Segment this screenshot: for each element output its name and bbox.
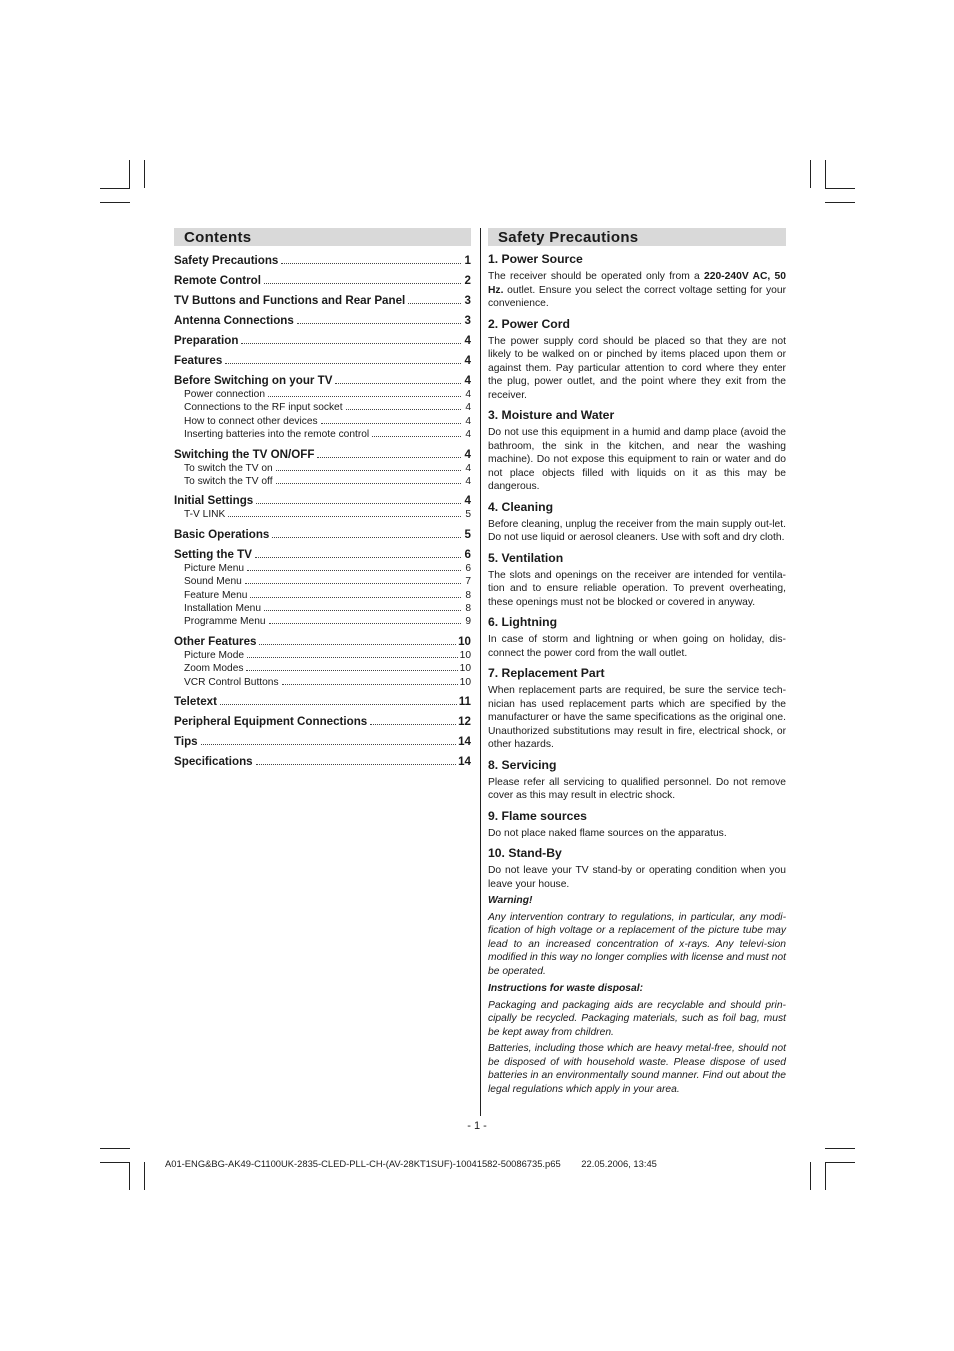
toc-leader-dots	[225, 362, 461, 364]
toc-group	[174, 635, 471, 689]
toc-entry-title: Before Switching on your TV	[174, 374, 333, 387]
toc-entry-page: 8	[465, 603, 471, 615]
toc-entry-title: Peripheral Equipment Connections	[174, 715, 368, 729]
waste-heading: Instructions for waste disposal:	[488, 983, 644, 994]
toc-entry-title: Other Features	[174, 634, 257, 648]
safety-item-heading: 9. Flame sources	[488, 808, 587, 823]
toc-entry-title: Setting the TV	[174, 547, 252, 561]
safety-item-heading: 1. Power Source	[488, 252, 583, 266]
toc-entry-page: 4	[464, 374, 471, 387]
safety-item	[488, 551, 786, 610]
toc-leader-dots	[245, 582, 461, 584]
toc-leader-dots	[321, 422, 461, 424]
toc-entry-page: 3	[464, 294, 471, 307]
toc-entry-title: TV Buttons and Functions and Rear Panel	[174, 294, 406, 307]
toc-entry-title: Programme Menu	[184, 616, 266, 628]
toc-leader-dots	[408, 302, 461, 304]
toc-group	[174, 374, 471, 442]
safety-item-text: Do not use this equipment in a humid and damp place (avoid the bathroom, the sink in the kitchen, and near the washing machine). Do not expose this equipment to rain or water and do not place objects filled with liquids on it as this may be dangerous.	[488, 427, 786, 492]
safety-item-heading: 2. Power Cord	[488, 316, 570, 331]
toc-entry-page: 6	[464, 547, 471, 561]
toc-leader-dots	[259, 643, 456, 645]
safety-item-text: The power supply cord should be placed so that they are not likely to be walked on or pinched by items placed upon them or against them. Pay particular attention to cord where they enter the plug, power outlet, and the point where they exit from the receiver.	[488, 335, 786, 401]
toc-entry-title: Preparation	[174, 334, 239, 347]
toc-entry-title: Power connection	[184, 389, 265, 400]
footer-datetime: 22.05.2006, 13:45	[581, 1158, 657, 1169]
toc-leader-dots	[250, 596, 461, 598]
toc-entry-title: Switching the TV ON/OFF	[174, 447, 315, 461]
safety-item	[488, 615, 786, 660]
toc-entry-title: VCR Control Buttons	[184, 676, 279, 688]
toc-entry-title: Basic Operations	[174, 527, 270, 541]
toc-subentry[interactable]	[174, 615, 471, 628]
waste-text: Packaging and packaging aids are recyclable and should prin-cipally be recycled. Packaging materials, such as foil bag, must be kept away from children.	[488, 999, 786, 1038]
toc-subentry[interactable]	[174, 562, 471, 575]
toc-entry[interactable]	[174, 274, 471, 288]
toc-entry-title: Picture Mode	[184, 649, 245, 661]
toc-entry-page: 10	[459, 676, 471, 688]
toc-leader-dots	[272, 536, 461, 538]
toc-entry-page: 1	[464, 254, 471, 267]
safety-item-text: Before cleaning, unplug the receiver from the main supply out-let. Do not use liquid or aerosol cleaners. Use with soft and dry cloth.	[488, 518, 786, 543]
toc-entry-page: 4	[465, 402, 471, 414]
safety-title: Safety Precautions	[488, 228, 786, 246]
toc-entry[interactable]	[174, 448, 471, 462]
toc-entry[interactable]	[174, 494, 471, 508]
toc-entry-title: To switch the TV on	[184, 462, 273, 474]
safety-item-text: The slots and openings on the receiver are intended for ventila-tion and to ensure reliable operation. To prevent overheating, these openings must not be blocked or covered in anyway.	[488, 569, 786, 608]
safety-item	[488, 846, 786, 891]
toc-subentry[interactable]	[174, 388, 471, 401]
toc-group	[174, 448, 471, 489]
toc-entry[interactable]	[174, 354, 471, 368]
toc-entry-title: Picture Menu	[184, 562, 245, 574]
safety-item	[488, 500, 786, 545]
toc-entry-title: To switch the TV off	[184, 476, 273, 488]
toc-group	[174, 715, 471, 729]
toc-entry-page: 14	[458, 755, 471, 769]
toc-entry-page: 7	[465, 576, 471, 588]
toc-entry-page: 12	[458, 715, 471, 729]
toc-leader-dots	[246, 669, 457, 671]
toc-entry-title: Features	[174, 354, 223, 367]
toc-entry[interactable]	[174, 635, 471, 649]
toc-subentry[interactable]	[174, 649, 471, 662]
toc-entry-page: 10	[459, 649, 471, 661]
safety-item-text: Please refer all servicing to qualified personnel. Do not remove cover as this may result in electric shock.	[488, 776, 786, 801]
safety-item-heading: 6. Lightning	[488, 615, 558, 629]
toc-leader-dots	[201, 743, 456, 745]
toc-entry-title: Remote Control	[174, 274, 261, 287]
text-run: The receiver should be operated only from a	[488, 271, 705, 282]
toc-entry[interactable]	[174, 548, 471, 562]
toc-entry-title: Feature Menu	[184, 589, 248, 601]
safety-item-heading: 3. Moisture and Water	[488, 408, 615, 422]
toc-leader-dots	[220, 703, 457, 705]
safety-item	[488, 408, 786, 494]
toc-entry-page: 5	[465, 509, 471, 521]
toc-entry[interactable]	[174, 715, 471, 729]
toc-leader-dots	[335, 382, 461, 384]
toc-leader-dots	[281, 262, 461, 264]
toc-entry-title: Installation Menu	[184, 603, 262, 615]
voltage-spec: 220-240V AC, 50 Hz.	[488, 271, 786, 296]
toc-leader-dots	[264, 282, 461, 284]
toc-entry-title: Teletext	[174, 695, 217, 709]
toc-subentry[interactable]	[174, 401, 471, 414]
toc-entry-page: 4	[465, 462, 471, 474]
toc-entry-page: 8	[465, 589, 471, 601]
toc-group	[174, 695, 471, 709]
toc-entry-page: 4	[464, 334, 471, 347]
toc-entry-title: Inserting batteries into the remote control	[184, 429, 370, 441]
toc-entry-page: 4	[465, 389, 471, 400]
toc-leader-dots	[276, 482, 461, 484]
toc-leader-dots	[264, 609, 461, 611]
toc-leader-dots	[268, 395, 461, 397]
safety-item-text: In case of storm and lightning or when going on holiday, dis-connect the power cord from the wall outlet.	[488, 634, 786, 659]
toc-group	[174, 354, 471, 368]
toc-entry[interactable]	[174, 334, 471, 348]
toc-entry-page: 2	[464, 274, 471, 287]
toc-leader-dots	[241, 342, 461, 344]
toc-list	[174, 254, 471, 769]
text-run: outlet. Ensure you select the correct voltage setting for your convenience.	[488, 284, 786, 309]
safety-item	[488, 758, 786, 803]
toc-group	[174, 735, 471, 749]
warning-heading: Warning!	[488, 895, 533, 906]
toc-subentry[interactable]	[174, 575, 471, 588]
toc-group	[174, 314, 471, 328]
toc-subentry[interactable]	[174, 589, 471, 602]
toc-entry-page: 6	[465, 562, 471, 574]
toc-group	[174, 755, 471, 769]
toc-leader-dots	[247, 656, 458, 658]
toc-leader-dots	[228, 515, 461, 517]
page-number: - 1 -	[467, 1120, 487, 1132]
toc-leader-dots	[346, 408, 461, 410]
toc-entry-page: 4	[465, 476, 471, 488]
toc-leader-dots	[269, 622, 461, 624]
safety-item-power-source	[488, 252, 786, 311]
toc-subentry[interactable]	[174, 462, 471, 475]
toc-group	[174, 548, 471, 629]
safety-item-heading: 8. Servicing	[488, 757, 557, 772]
toc-entry[interactable]	[174, 755, 471, 769]
toc-group	[174, 274, 471, 288]
safety-items	[488, 317, 786, 892]
toc-leader-dots	[297, 322, 461, 324]
toc-group	[174, 494, 471, 521]
toc-leader-dots	[317, 456, 461, 458]
waste-text: Batteries, including those which are heavy metal-free, should not be disposed of with household waste. Please dispose of used batteries in an environmentally sound manner. Find out about the legal regulations which apply in your area.	[488, 1043, 786, 1095]
safety-item-text: When replacement parts are required, be sure the service tech-nician has used replacement parts which are specified by the manufacturer or have the same specifications as the original one. Unauthorized substitutions may result in fire, electrical shock, or other hazards.	[488, 685, 786, 750]
toc-entry-page: 5	[464, 527, 471, 541]
toc-entry-title: Initial Settings	[174, 494, 254, 508]
toc-entry-page: 10	[458, 634, 471, 648]
safety-item	[488, 809, 786, 841]
toc-entry-page: 10	[459, 663, 471, 675]
toc-leader-dots	[282, 683, 458, 685]
toc-subentry[interactable]	[174, 428, 471, 441]
safety-item-heading: 5. Ventilation	[488, 550, 564, 565]
toc-entry[interactable]	[174, 528, 471, 542]
toc-entry-page: 14	[458, 735, 471, 749]
toc-entry-page: 4	[464, 447, 471, 461]
safety-section	[488, 228, 786, 1096]
toc-leader-dots	[256, 763, 456, 765]
toc-leader-dots	[256, 502, 461, 504]
toc-group	[174, 254, 471, 268]
safety-item	[488, 666, 786, 752]
toc-entry-title: Tips	[174, 735, 198, 749]
safety-item-text: Do not leave your TV stand-by or operating condition when you leave your house.	[488, 865, 786, 890]
toc-group	[174, 334, 471, 348]
toc-entry-title: Antenna Connections	[174, 314, 294, 327]
toc-entry-title: How to connect other devices	[184, 415, 318, 427]
contents-section	[174, 228, 471, 775]
toc-leader-dots	[255, 556, 461, 558]
toc-subentry[interactable]	[174, 602, 471, 615]
toc-entry-title: Safety Precautions	[174, 254, 279, 267]
toc-group	[174, 528, 471, 542]
toc-entry-page: 4	[464, 494, 471, 508]
toc-entry-title: Connections to the RF input socket	[184, 402, 343, 414]
toc-subentry[interactable]	[174, 508, 471, 521]
toc-entry[interactable]	[174, 294, 471, 308]
safety-item-text	[488, 270, 786, 311]
footer-filename: A01-ENG&BG-AK49-C1100UK-2835-CLED-PLL-CH-(AV-28KT1SUF)-10041582-50086735.p65	[165, 1158, 561, 1169]
toc-entry-page: 9	[465, 616, 471, 628]
toc-entry[interactable]	[174, 254, 471, 268]
print-footer	[165, 1158, 675, 1169]
toc-entry[interactable]	[174, 735, 471, 749]
warning-text: Any intervention contrary to regulations, in particular, any modi-fication of high voltage or a replacement of the picture tube may lead to an increased concentration of x-rays. Any televi-sion modified in this way no longer complies with license and must not be operated.	[488, 911, 786, 977]
toc-entry-title: Specifications	[174, 755, 253, 769]
safety-item-heading: 4. Cleaning	[488, 499, 554, 514]
safety-item-text: Do not place naked flame sources on the apparatus.	[488, 827, 727, 839]
safety-item-heading: 7. Replacement Part	[488, 666, 605, 680]
toc-entry[interactable]	[174, 695, 471, 709]
toc-entry-page: 4	[465, 415, 471, 427]
toc-leader-dots	[370, 723, 456, 725]
safety-item	[488, 317, 786, 403]
toc-entry-page: 4	[465, 429, 471, 441]
toc-entry[interactable]	[174, 314, 471, 328]
toc-leader-dots	[247, 569, 461, 571]
toc-subentry[interactable]	[174, 662, 471, 675]
column-divider	[480, 228, 481, 1116]
contents-title: Contents	[174, 228, 471, 246]
toc-entry-title: Zoom Modes	[184, 663, 244, 675]
toc-entry-page: 4	[464, 354, 471, 367]
toc-entry-title: T-V LINK	[184, 509, 226, 521]
toc-entry-title: Sound Menu	[184, 576, 242, 588]
toc-entry-page: 11	[458, 695, 471, 709]
toc-entry-page: 3	[464, 314, 471, 327]
safety-item-heading: 10. Stand-By	[488, 846, 562, 860]
toc-leader-dots	[276, 469, 461, 471]
toc-subentry[interactable]	[174, 676, 471, 689]
toc-leader-dots	[372, 435, 461, 437]
toc-entry[interactable]	[174, 374, 471, 388]
toc-subentry[interactable]	[174, 415, 471, 428]
toc-subentry[interactable]	[174, 475, 471, 488]
toc-group	[174, 294, 471, 308]
